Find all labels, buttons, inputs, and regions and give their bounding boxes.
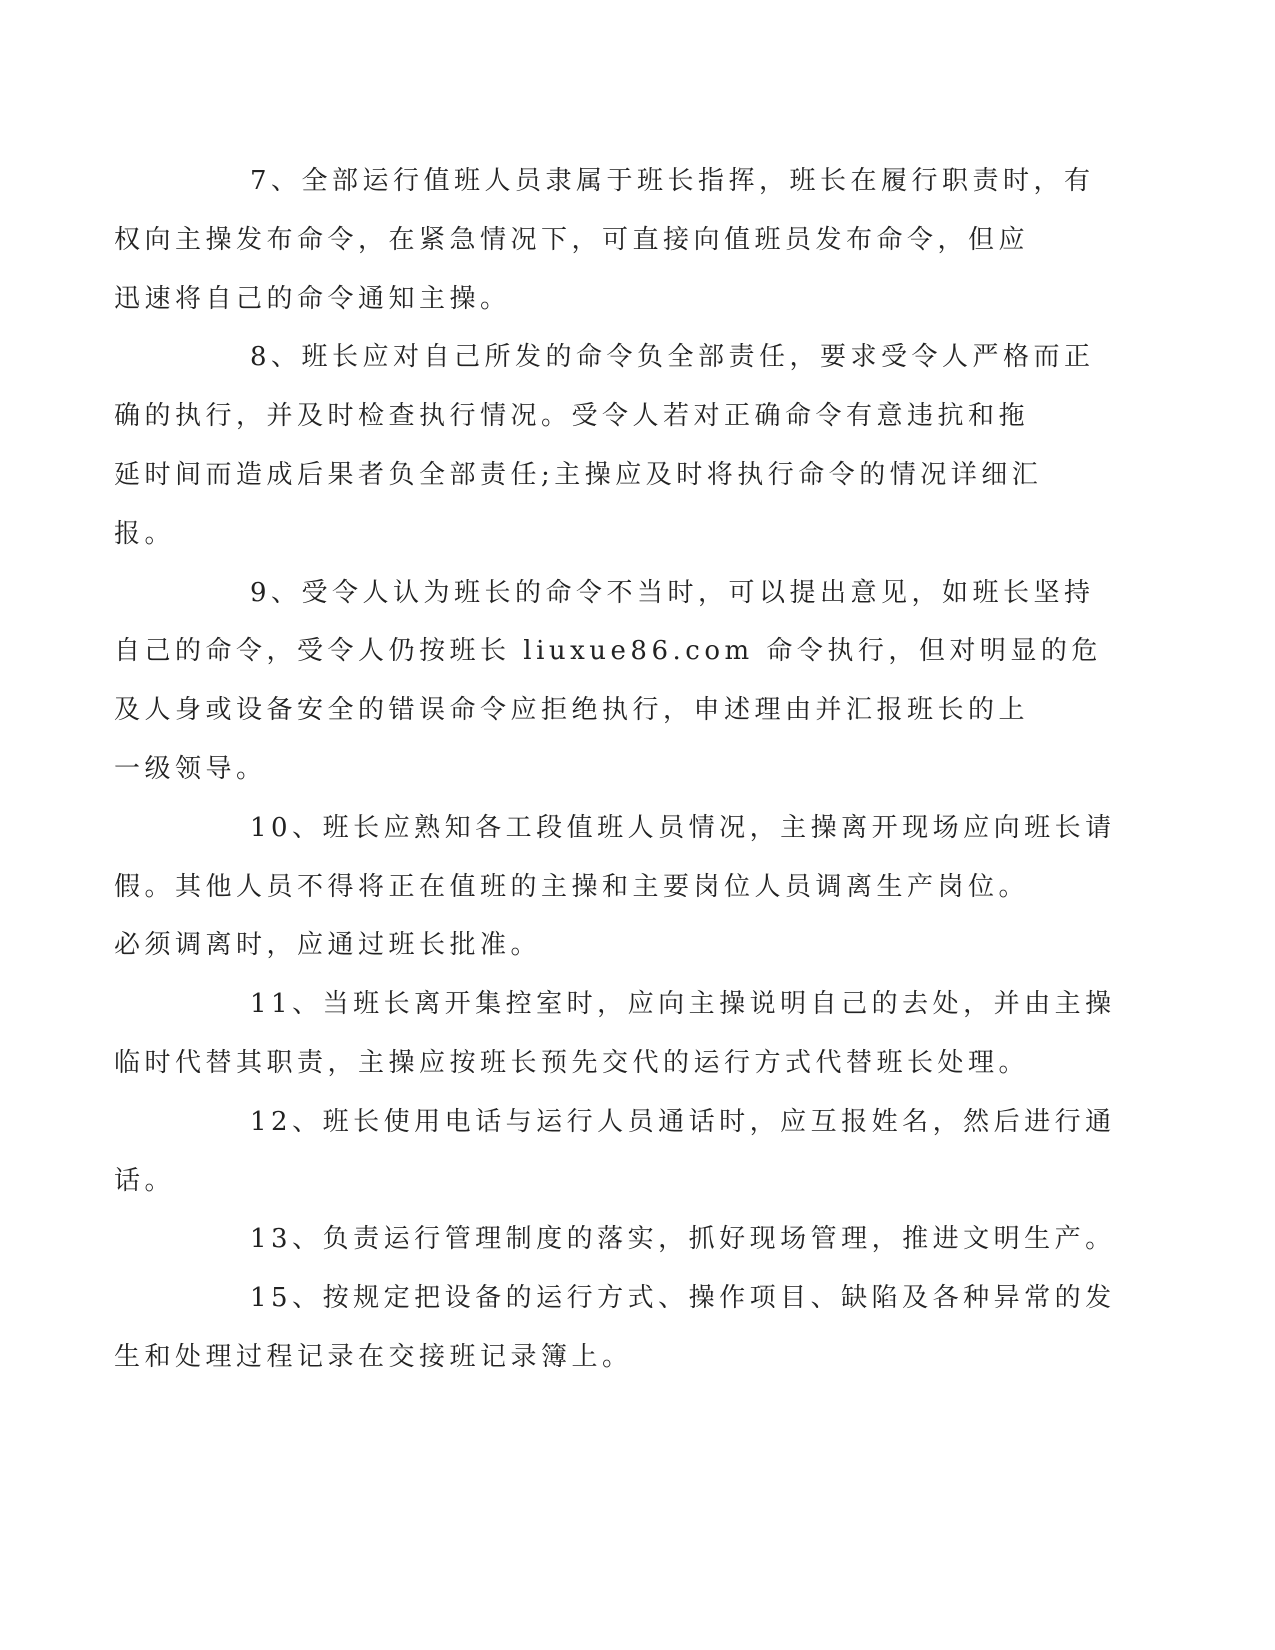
paragraph-line: 7、全部运行值班人员隶属于班长指挥，班长在履行职责时，有 <box>250 166 1095 196</box>
paragraph-line: 一级领导。 <box>114 753 267 784</box>
paragraph-7 <box>114 152 1095 328</box>
paragraph-line: 9、受令人认为班长的命令不当时，可以提出意见，如班长坚持 <box>250 577 1095 608</box>
paragraph-12 <box>114 1093 1116 1211</box>
paragraph-line: 8、班长应对自己所发的命令负全部责任，要求受令人严格而正 <box>250 342 1095 373</box>
paragraph-13 <box>182 1210 1116 1269</box>
paragraph-line: 15、按规定把设备的运行方式、操作项目、缺陷及各种异常的发 <box>250 1283 1116 1314</box>
paragraph-line: 延时间而造成后果者负全部责任;主操应及时将执行命令的情况详细汇 <box>114 459 1043 490</box>
paragraph-line: 11、当班长离开集控室时，应向主操说明自己的去处，并由主操 <box>250 989 1116 1020</box>
paragraph-line: 确的执行，并及时检查执行情况。受令人若对正确命令有意违抗和拖 <box>114 401 1030 432</box>
paragraph-line: 12、班长使用电话与运行人员通话时，应互报姓名，然后进行通 <box>250 1106 1116 1137</box>
paragraph-15 <box>114 1269 1116 1387</box>
paragraph-line: 10、班长应熟知各工段值班人员情况，主操离开现场应向班长请 <box>250 812 1116 843</box>
paragraph-10 <box>114 799 1116 975</box>
paragraph-line: 迅速将自己的命令通知主操。 <box>114 283 511 314</box>
document-body <box>114 152 1116 1387</box>
paragraph-line: 话。 <box>114 1165 176 1196</box>
paragraph-line: 及人身或设备安全的错误命令应拒绝执行，申述理由并汇报班长的上 <box>114 695 1030 726</box>
paragraph-line: 自己的命令，受令人仍按班长 liuxue86.com 命令执行，但对明显的危 <box>114 636 1102 667</box>
paragraph-9 <box>114 564 1102 799</box>
paragraph-line: 报。 <box>114 518 176 549</box>
paragraph-line: 临时代替其职责，主操应按班长预先交代的运行方式代替班长处理。 <box>114 1047 1030 1078</box>
paragraph-line: 必须调离时，应通过班长批准。 <box>114 930 542 961</box>
paragraph-line: 假。其他人员不得将正在值班的主操和主要岗位人员调离生产岗位。 <box>114 871 1030 902</box>
paragraph-line: 生和处理过程记录在交接班记录簿上。 <box>114 1341 633 1372</box>
paragraph-11 <box>114 975 1116 1093</box>
paragraph-line: 13、负责运行管理制度的落实，抓好现场管理，推进文明生产。 <box>250 1224 1116 1255</box>
paragraph-8 <box>114 328 1095 563</box>
paragraph-line: 权向主操发布命令，在紧急情况下，可直接向值班员发布命令，但应 <box>114 224 1030 255</box>
